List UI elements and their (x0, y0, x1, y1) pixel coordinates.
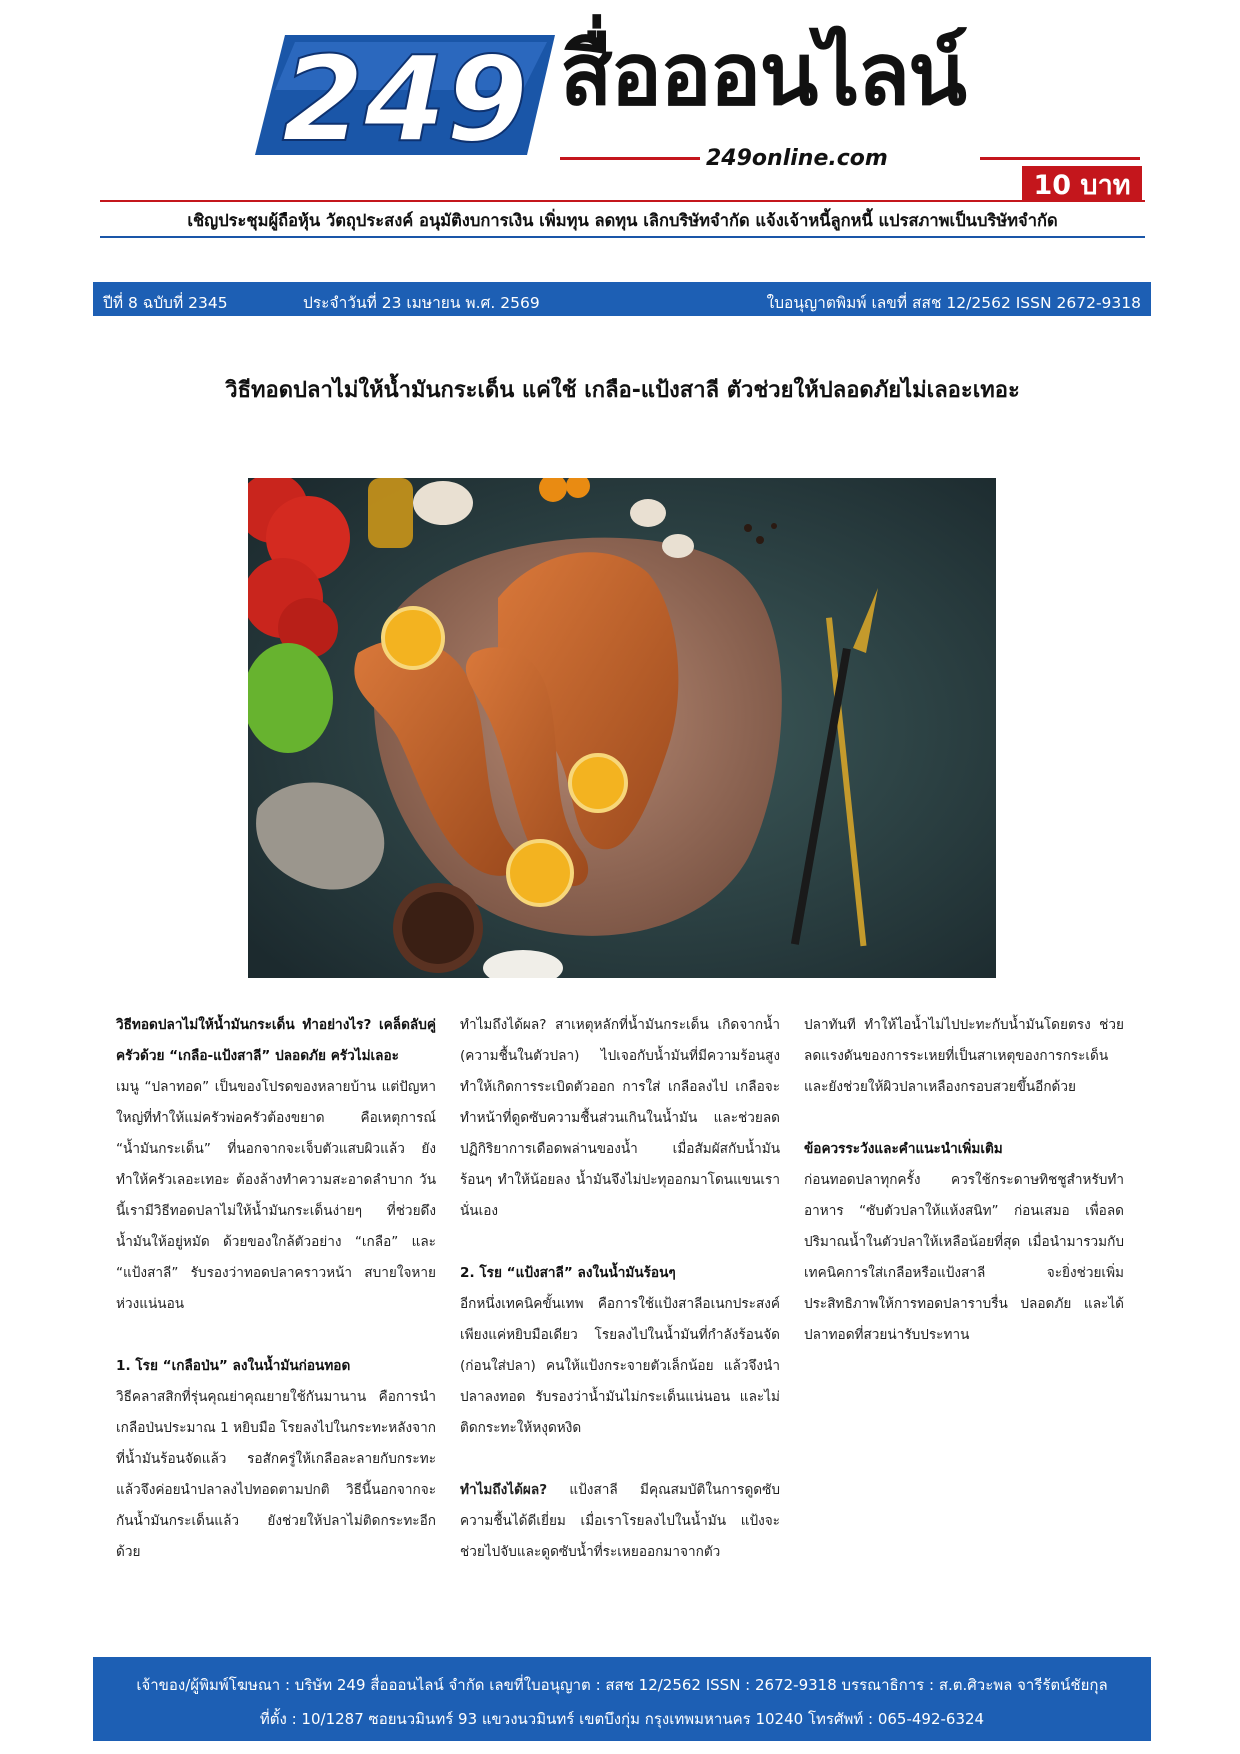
section-1-paragraph: วิธีคลาสสิกที่รุ่นคุณย่าคุณยายใช้กันมานาน คือการนำเกลือป่นประมาณ 1 หยิบมือ โรยลงไปในกระทะหลังจากที่น้ำมันร้อนจัดแล้ว รอสักครู่ให้เกลือละลายกับกระทะ แล้วจึงค่อยนำปลาลงไปทอดตามปกติ วิธีนี้นอกจากจะกันน้ำมันกระเด็นแล้ว ยังช่วยให้ปลาไม่ติดกระทะอีกด้วย (116, 1389, 436, 1560)
article-column-2 (460, 1010, 780, 1568)
divider-red (100, 200, 1145, 202)
article-column-1 (116, 1010, 436, 1568)
issue-license: ใบอนุญาตพิมพ์ เลขที่ สสช 12/2562 ISSN 2672-9318 (766, 294, 1141, 312)
price-badge: 10 บาท (1022, 166, 1142, 202)
logo-number: 249 (281, 30, 529, 160)
footer-address: ที่ตั้ง : 10/1287 ซอยนวมินทร์ 93 แขวงนวมินทร์ เขตบึงกุ่ม กรุงเทพมหานคร 10240 โทรศัพท์ : 065-492-6324 (259, 1710, 985, 1728)
why-2-paragraph (460, 1475, 780, 1568)
footer (93, 1657, 1151, 1741)
logo-249 (255, 30, 555, 160)
section-1-heading: 1. โรย “เกลือป่น” ลงในน้ำมันก่อนทอด (116, 1358, 351, 1374)
issue-number: ปีที่ 8 ฉบับที่ 2345 (103, 294, 228, 312)
issue-bar (93, 282, 1151, 316)
tagline: เชิญประชุมผู้ถือหุ้น วัตถุประสงค์ อนุมัติงบการเงิน เพิ่มทุน ลดทุน เลิกบริษัทจำกัด แจ้งเจ้าหนี้ลูกหนี้ แปรสภาพเป็นบริษัทจำกัด (187, 211, 1058, 230)
article-column-3 (804, 1010, 1124, 1351)
section-2-paragraph: อีกหนึ่งเทคนิคขั้นเทพ คือการใช้แป้งสาลีอเนกประสงค์ เพียงแค่หยิบมือเดียว โรยลงไปในน้ำมันที่กำลังร้อนจัด (ก่อนใส่ปลา) คนให้แป้งกระจายตัวเล็กน้อย แล้วจึงนำปลาลงทอด รับรองว่าน้ำมันไม่กระเด็นแน่นอน และไม่ติดกระทะให้หงุดหงิด (460, 1296, 780, 1436)
continued-paragraph: ปลาทันที ทำให้ไอน้ำไม่ไปปะทะกับน้ำมันโดยตรง ช่วยลดแรงดันของการระเหยที่เป็นสาเหตุของการกระเด็น และยังช่วยให้ผิวปลาเหลืองกรอบสวยขึ้นอีกด้วย (804, 1017, 1124, 1095)
footer-publisher: เจ้าของ/ผู้พิมพ์โฆษณา : บริษัท 249 สื่อออนไลน์ จำกัด เลขที่ใบอนุญาต : สสช 12/2562 ISSN : 2672-9318 บรรณาธิการ : ส.ต.ศิวะพล จารีรัตน์ชัยกุล (136, 1676, 1108, 1694)
site-url: 249online.com (700, 146, 894, 171)
issue-date: ประจำวันที่ 23 เมษายน พ.ศ. 2569 (303, 294, 540, 312)
why-2-text: แป้งสาลี มีคุณสมบัติในการดูดซับความชื้นได้ดีเยี่ยม เมื่อเราโรยลงไปในน้ำมัน แป้งจะช่วยไปจับและดูดซับน้ำที่ระเหยออกมาจากตัว (460, 1482, 780, 1560)
section-2-heading: 2. โรย “แป้งสาลี” ลงในน้ำมันร้อนๆ (460, 1265, 676, 1281)
intro-heading: วิธีทอดปลาไม่ให้น้ำมันกระเด็น ทำอย่างไร? เคล็ดลับคู่ครัวด้วย “เกลือ-แป้งสาลี” ปลอดภัย ครัวไม่เลอะ (116, 1017, 436, 1064)
intro-paragraph: เมนู “ปลาทอด” เป็นของโปรดของหลายบ้าน แต่ปัญหาใหญ่ที่ทำให้แม่ครัวพ่อครัวต้องขยาด คือเหตุการณ์ “น้ำมันกระเด็น” ที่นอกจากจะเจ็บตัวแสบผิวแล้ว ยังทำให้ครัวเลอะเทอะ ต้องล้างทำความสะอาดลำบาก วันนี้เรามีวิธีทอดปลาไม่ให้น้ำมันกระเด็นง่ายๆ ที่ช่วยดึงน้ำมันให้อยู่หมัด ด้วยของใกล้ตัวอย่าง “เกลือ” และ “แป้งสาลี” รับรองว่าทอดปลาคราวหน้า สบายใจหายห่วงแน่นอน (116, 1079, 436, 1312)
why-1-paragraph: ทำไมถึงได้ผล? สาเหตุหลักที่น้ำมันกระเด็น เกิดจากน้ำ (ความชื้นในตัวปลา) ไปเจอกับน้ำมันที่มีความร้อนสูง ทำให้เกิดการระเบิดตัวออก การใส่ เกลือลงไป เกลือจะทำหน้าที่ดูดซับความชื้นส่วนเกินในน้ำมัน และช่วยลดปฏิกิริยาการเดือดพล่านของน้ำ เมื่อสัมผัสกับน้ำมันร้อนๆ ทำให้น้อยลง น้ำมันจึงไม่ปะทุออกมาโดนแขนเรานั่นเอง (460, 1017, 780, 1219)
article-headline: วิธีทอดปลาไม่ให้น้ำมันกระเด็น แค่ใช้ เกลือ-แป้งสาลี ตัวช่วยให้ปลอดภัยไม่เลอะเทอะ (225, 378, 1020, 403)
why-2-label: ทำไมถึงได้ผล? (460, 1482, 548, 1498)
divider-blue (100, 236, 1145, 238)
logo-word: สื่อออนไลน์ (560, 25, 965, 125)
tips-paragraph: ก่อนทอดปลาทุกครั้ง ควรใช้กระดาษทิชชูสำหรับทำอาหาร “ซับตัวปลาให้แห้งสนิท” ก่อนเสมอ เพื่อลดปริมาณน้ำในตัวปลาให้เหลือน้อยที่สุด เมื่อนำมารวมกับเทคนิคการใส่เกลือหรือแป้งสาลี จะยิ่งช่วยเพิ่มประสิทธิภาพให้การทอดปลาราบรื่น ปลอดภัย และได้ปลาทอดที่สวยน่ารับประทาน (804, 1172, 1124, 1343)
tips-heading: ข้อควรระวังและคำแนะนำเพิ่มเติม (804, 1141, 1003, 1157)
article-photo (248, 478, 996, 978)
